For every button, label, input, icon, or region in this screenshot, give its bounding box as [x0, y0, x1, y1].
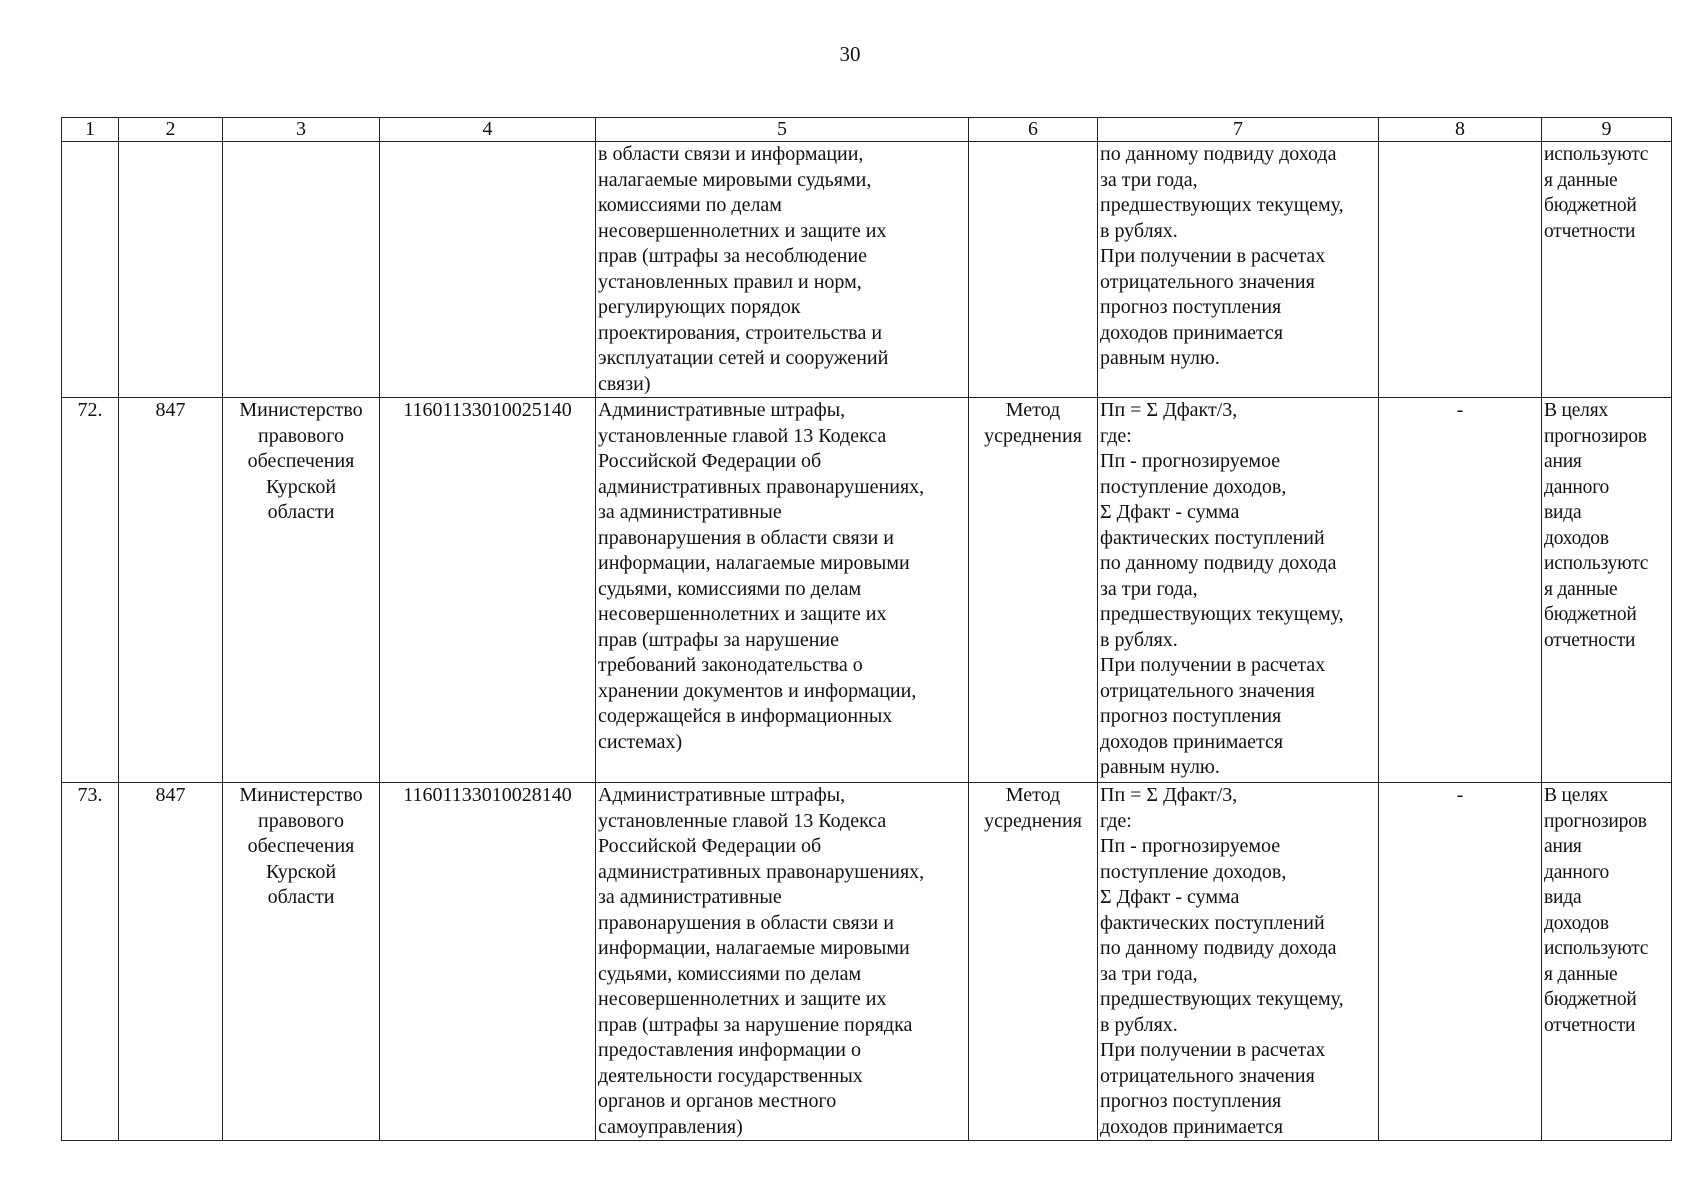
- data-source-note: [1542, 398, 1672, 783]
- text-line: При получении в расчетах: [1100, 654, 1326, 676]
- kbk-code: 11601133010025140: [380, 398, 596, 783]
- text-line: При получении в расчетах: [1100, 1039, 1326, 1061]
- kbk-code: 11601133010028140: [380, 783, 596, 1141]
- text-line: Курской: [265, 475, 337, 498]
- text-line: я данные: [1544, 169, 1618, 191]
- text-line: предшествующих текущему,: [1100, 603, 1344, 625]
- text-line: Пп - прогнозируемое: [1100, 835, 1281, 857]
- table-row: [62, 783, 1672, 1141]
- text-line: прогнозиров: [1544, 810, 1647, 832]
- header-col-9: 9: [1542, 118, 1672, 142]
- text-line: отчетности: [1544, 629, 1636, 651]
- text-line: ания: [1544, 451, 1582, 472]
- text-line: требований законодательства о: [598, 654, 863, 676]
- text-line: в области связи и информации,: [598, 143, 864, 165]
- text-line: по данному подвиду дохода: [1100, 143, 1337, 165]
- revenue-description: [596, 398, 969, 783]
- revenue-description: [596, 783, 969, 1141]
- text-line: проектирования, строительства и: [598, 321, 883, 344]
- text-line: судьями, комиссиями по делам: [598, 577, 862, 600]
- revenue-forecast-table: [61, 117, 1672, 1141]
- text-line: где:: [1100, 424, 1132, 447]
- cont-cell-3: [223, 142, 380, 398]
- text-line: Пп - прогнозируемое: [1100, 450, 1281, 472]
- text-line: Метод: [1005, 784, 1061, 806]
- text-line: В целях: [1544, 785, 1609, 806]
- text-line: административных правонарушениях,: [598, 860, 925, 883]
- text-line: бюджетной: [1544, 989, 1637, 1010]
- text-line: установленных правил и норм,: [598, 270, 862, 293]
- cont-note: [1542, 142, 1672, 398]
- text-line: установленные главой 13 Кодекса: [598, 424, 887, 447]
- text-line: области: [267, 886, 335, 908]
- text-line: данного: [1544, 476, 1610, 498]
- text-line: Административные штрафы,: [598, 784, 846, 806]
- calculation-formula: [1098, 783, 1379, 1141]
- calculation-method: [969, 783, 1098, 1141]
- header-col-1: 1: [62, 118, 119, 142]
- text-line: я данные: [1544, 963, 1618, 985]
- text-line: Административные штрафы,: [598, 399, 846, 421]
- text-line: доходов: [1544, 912, 1609, 934]
- cont-description: [596, 142, 969, 398]
- text-line: регулирующих порядок: [598, 296, 801, 318]
- text-line: правонарушения в области связи и: [598, 526, 894, 549]
- text-line: за административные: [598, 501, 782, 523]
- text-line: в рублях.: [1100, 219, 1178, 242]
- text-line: области: [267, 501, 335, 523]
- calculation-method: [969, 398, 1098, 783]
- text-line: вида: [1544, 887, 1582, 908]
- cont-formula: [1098, 142, 1379, 398]
- text-line: Российской Федерации об: [598, 835, 822, 857]
- text-line: предоставления информации о: [598, 1039, 861, 1061]
- admin-code: 847: [119, 783, 223, 1141]
- text-line: доходов принимается: [1100, 321, 1284, 344]
- text-line: отрицательного значения: [1100, 679, 1315, 702]
- header-col-7: 7: [1098, 118, 1379, 142]
- text-line: системах): [598, 730, 683, 753]
- text-line: прогноз поступления: [1100, 1090, 1282, 1112]
- text-line: хранении документов и информации,: [598, 679, 917, 702]
- text-line: используютс: [1544, 553, 1649, 574]
- text-line: Σ Дфакт - сумма: [1100, 501, 1240, 523]
- text-line: фактических поступлений: [1100, 911, 1325, 934]
- text-line: административных правонарушениях,: [598, 475, 925, 498]
- text-line: прав (штрафы за несоблюдение: [598, 245, 867, 267]
- text-line: в рублях.: [1100, 628, 1178, 651]
- text-line: Пп = Σ Дфакт/3,: [1100, 399, 1238, 421]
- text-line: деятельности государственных: [598, 1064, 863, 1087]
- admin-code: 847: [119, 398, 223, 783]
- text-line: доходов: [1544, 527, 1609, 549]
- header-col-5: 5: [596, 118, 969, 142]
- text-line: отрицательного значения: [1100, 1064, 1315, 1087]
- text-line: по данному подвиду дохода: [1100, 552, 1337, 574]
- text-line: за административные: [598, 886, 782, 908]
- text-line: прогнозиров: [1544, 425, 1647, 447]
- text-line: правонарушения в области связи и: [598, 911, 894, 934]
- text-line: используютс: [1544, 938, 1649, 959]
- text-line: Министерство: [239, 399, 363, 421]
- organization-name: [223, 398, 380, 783]
- text-line: равным нулю.: [1100, 347, 1220, 369]
- text-line: данного: [1544, 861, 1610, 883]
- header-col-4: 4: [380, 118, 596, 142]
- text-line: Курской: [265, 860, 337, 883]
- text-line: где:: [1100, 809, 1132, 832]
- text-line: Министерство: [239, 784, 363, 806]
- header-col-6: 6: [969, 118, 1098, 142]
- text-line: бюджетной: [1544, 195, 1637, 216]
- header-col-3: 3: [223, 118, 380, 142]
- text-line: доходов принимается: [1100, 730, 1284, 753]
- cont-cell-1: [62, 142, 119, 398]
- text-line: предшествующих текущему,: [1100, 194, 1344, 216]
- text-line: равным нулю.: [1100, 756, 1220, 778]
- text-line: несовершеннолетних и защите их: [598, 219, 887, 242]
- text-line: правового: [258, 424, 344, 447]
- data-source-note: [1542, 783, 1672, 1141]
- text-line: предшествующих текущему,: [1100, 988, 1344, 1010]
- text-line: комиссиями по делам: [598, 194, 782, 216]
- text-line: прав (штрафы за нарушение: [598, 628, 839, 651]
- text-line: судьями, комиссиями по делам: [598, 962, 862, 985]
- text-line: я данные: [1544, 578, 1618, 600]
- text-line: обеспечения: [247, 450, 355, 472]
- text-line: налагаемые мировыми судьями,: [598, 168, 872, 191]
- cont-cell-6: [969, 142, 1098, 398]
- text-line: В целях: [1544, 400, 1609, 421]
- text-line: усреднения: [984, 424, 1082, 447]
- text-line: фактических поступлений: [1100, 526, 1325, 549]
- text-line: за три года,: [1100, 168, 1198, 191]
- text-line: доходов принимается: [1100, 1115, 1284, 1138]
- text-line: отчетности: [1544, 1014, 1636, 1036]
- calculation-formula: [1098, 398, 1379, 783]
- text-line: содержащейся в информационных: [598, 705, 893, 727]
- text-line: информации, налагаемые мировыми: [598, 937, 910, 959]
- text-line: бюджетной: [1544, 604, 1637, 625]
- col8-value: -: [1379, 398, 1542, 783]
- text-line: используютс: [1544, 144, 1649, 165]
- cont-cell-8: [1379, 142, 1542, 398]
- text-line: поступление доходов,: [1100, 475, 1287, 498]
- cont-cell-4: [380, 142, 596, 398]
- text-line: информации, налагаемые мировыми: [598, 552, 910, 574]
- text-line: за три года,: [1100, 577, 1198, 600]
- text-line: органов и органов местного: [598, 1090, 837, 1112]
- text-line: по данному подвиду дохода: [1100, 937, 1337, 959]
- text-line: эксплуатации сетей и сооружений: [598, 347, 889, 369]
- text-line: установленные главой 13 Кодекса: [598, 809, 887, 832]
- text-line: самоуправления): [598, 1115, 743, 1138]
- header-row: [62, 118, 1672, 142]
- text-line: вида: [1544, 502, 1582, 523]
- text-line: прав (штрафы за нарушение порядка: [598, 1013, 913, 1036]
- text-line: отрицательного значения: [1100, 270, 1315, 293]
- header-col-8: 8: [1379, 118, 1542, 142]
- text-line: за три года,: [1100, 962, 1198, 985]
- page-number: 30: [839, 42, 861, 66]
- cont-cell-2: [119, 142, 223, 398]
- text-line: Метод: [1005, 399, 1061, 421]
- text-line: отчетности: [1544, 220, 1636, 242]
- header-col-2: 2: [119, 118, 223, 142]
- text-line: ания: [1544, 836, 1582, 857]
- text-line: Σ Дфакт - сумма: [1100, 886, 1240, 908]
- table-row: [62, 398, 1672, 783]
- text-line: связи): [598, 372, 651, 395]
- text-line: поступление доходов,: [1100, 860, 1287, 883]
- text-line: прогноз поступления: [1100, 296, 1282, 318]
- col8-value: -: [1379, 783, 1542, 1141]
- text-line: в рублях.: [1100, 1013, 1178, 1036]
- row-number: 72.: [62, 398, 119, 783]
- text-line: обеспечения: [247, 835, 355, 857]
- text-line: несовершеннолетних и защите их: [598, 603, 887, 625]
- organization-name: [223, 783, 380, 1141]
- text-line: правового: [258, 809, 344, 832]
- text-line: Пп = Σ Дфакт/3,: [1100, 784, 1238, 806]
- text-line: Российской Федерации об: [598, 450, 822, 472]
- text-line: прогноз поступления: [1100, 705, 1282, 727]
- text-line: несовершеннолетних и защите их: [598, 988, 887, 1010]
- continuation-row: [62, 142, 1672, 398]
- row-number: 73.: [62, 783, 119, 1141]
- text-line: При получении в расчетах: [1100, 245, 1326, 267]
- text-line: усреднения: [984, 809, 1082, 832]
